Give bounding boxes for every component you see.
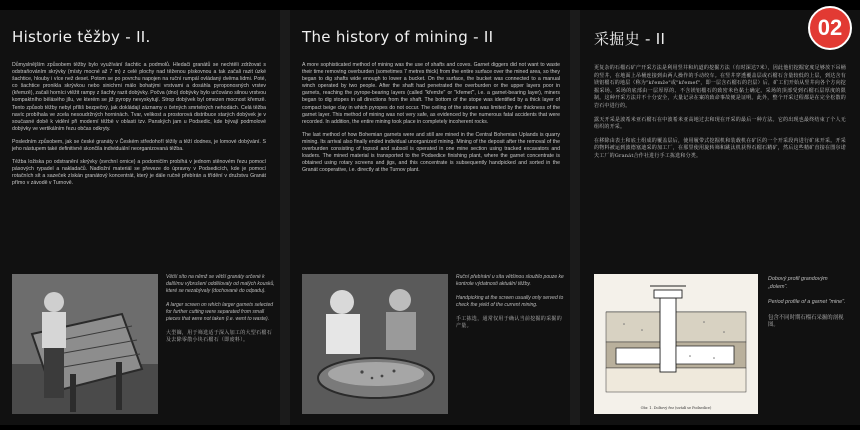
diagram-side-caption <box>768 276 846 338</box>
handpicking-photo <box>302 274 448 414</box>
czech-photo-row <box>12 274 275 414</box>
caption-cz-text: Dobový profil grandovým „dolem“. <box>768 276 828 290</box>
czech-paragraph: Posledním způsobem, jak se české granáty v Českém středohoří těžily a těží dodnes, je lomové dobývání. S jeho nástupem také definitivně skončila individuální neorganizovaná těžba. <box>12 138 266 153</box>
handpicking-illustration <box>302 274 448 414</box>
english-column <box>290 10 570 425</box>
caption-zh-text: 大型篩，用于筛选适于深入加工的大型石榴石及去除零散小块石榴石（即废料）。 <box>166 330 273 343</box>
caption-zh-text: 手工拣选，通常仅用于确认当前挖掘的采掘的产量。 <box>456 316 563 329</box>
caption-cz-text: Ruční přebírání u síta většinou sloužilo pouze ke kontrole výdatnosti aktuální těžby. <box>456 274 564 287</box>
chinese-column <box>580 10 860 425</box>
czech-paragraph: Těžba ložiska po odstranění skrývky (svrchní ornice) a podorničím probíhá v jednom stěnovém řezu pomocí pásových rypadel a nakladačů. Nadložní materiál se převeze do úpravny v Podsedicích, kde je pomocí rotačních sít a sazeček získán granátový koncentrát, který je dále ručně přebírán a třídění v družstvu Granát přímo v závodě v Turnově. <box>12 159 266 187</box>
page-number-badge: 02 <box>808 6 852 50</box>
czech-body <box>12 62 266 188</box>
english-photo-row <box>302 274 564 414</box>
caption-en-text: A larger screen on which larger garnets selected for further cutting were separated from small pieces that were not taken (i.e. went to waste). <box>166 302 274 322</box>
english-photo-caption <box>456 274 566 337</box>
chinese-paragraph: 在移除由表土和底土组成的覆盖层后，使用履带式挖掘机和装载机在矿区的一个开采段内进行矿床开采。开采的物料被运到波德塞迪采的加工厂，在那里使用旋转筛和跳汰机获得石榴石精矿，然后这些精矿直接在图尔诺夫工厂的Granát合作社进行手工拣选和分类。 <box>594 137 846 159</box>
sieve-worker-photo <box>12 274 158 414</box>
chinese-paragraph: 露天开采是波希米亚石榴石在中波希米亚高地过去和现在开采的最后一种方法。它的出现也最终结束了个人无组织的开采。 <box>594 116 846 131</box>
english-body <box>302 62 560 174</box>
chinese-paragraph: 更复杂的石榴石矿产开采方法是利用竖井和坑道的挖掘方法（有时深达7米），因此他们挖掘宽度足够放下吊桶的竖井，在地面上吊桶连接到由两人操作的手动绞车。在竖井穿透覆盖层或石榴石含量较低的上层，到达含有镁铝榴石的地层（称为"křemže"或"křemeť"，即一层含石榴石的岩层）后，矿工们开始从竖井向各个方向挖掘采场。采场的底部由一层厚厚的、不含镁铝榴石的致密米色黏土确定。采场的顶部受到石榴石层厚度的限制。这种开采方法并不十分安全，大量记录在案的致命事故便是证明。此外，整个开采过程都是在完全松散的岩石中进行的。 <box>594 65 847 109</box>
czech-column <box>0 10 280 425</box>
mine-profile-diagram <box>594 274 758 414</box>
caption-cz-text: Větší síto na němž se větší granáty určené k dalšímu výbrušení oddělovaly od malých kousků, které se nezabývaly (dochované do odpadu). <box>166 274 275 294</box>
czech-paragraph: Důmyslnějším způsobem těžby bylo využívání šachtic a podmolů. Hledači granátů se nechtěli zdržovat s odstraňováním skrývky (místy mocné až 7 m) z celé plochy nad těženou pískovnou a tak začali razit úzké šachtice, hlouby i více než deset. Potom se po povrchu napojen na ruční rumpál ovládaný dvěma lidmi. Poté, co šachtice pronikla skrývkou nebo sinichrni málo bohatými vrstvami a dosáhla pyroponosných vrstev (křemzě), začali horníci vtěžit rampy z šachty razit dobývky. Počva (dno) dobývky bylo určováno silnou vrstvou kompaktního bělásého jílu, ve kterém se již pyropy nevyskytují. Strop dobývek byl omezen mocnost křemzě. Tento způsob těžby nebyl příliš bezpečný, jak dokládají záznamy o četných smrtelných nehodách. Celá těžba navíc probíhala ve zcela nesoudržných horninách. Tvar, velikost a prostorová distribuce starých dobývek je v současné době k vidění při moderní těžbě v oblasti tzv. Panských jam u Podsedic, kde bývají podmolové dobývky ve vertikálním řezu občas odkryty. <box>12 62 266 132</box>
diagram-caption: Obr. 1. Doltový řez (uvádí se Podsedice) <box>640 406 712 410</box>
chinese-title: 采掘史 - II <box>594 30 666 48</box>
chinese-body <box>594 65 846 161</box>
english-title: The history of mining - II <box>302 28 494 46</box>
czech-photo-caption <box>166 274 276 351</box>
page-fold-divider <box>280 10 290 425</box>
english-paragraph: The last method of how Bohemian garnets were and still are mined in the Central Bohemian Uplands is quarry mining. Its arrival also finally ended individual unorganized mining. Mining of the deposit after the removal of the overburden consisting of topsoil and subsoil is operated in one mine section using tracked excavators and loaders. The mined material is transported to the Podsedice finishing plant, where the garnet concentrate is obtained using rotary screens and jigs, and this concentrate is subsequently handpicked and sorted in the Granát cooperative, i.e. directly at the Turnov plant. <box>302 131 560 174</box>
caption-en-text: Handpicking at the screen usually only served to check the yield of the current mining. <box>456 295 564 308</box>
caption-zh-text: 包含不同时期石榴石采掘的剖视图。 <box>768 314 844 328</box>
czech-title: Historie těžby - II. <box>12 28 151 46</box>
english-paragraph: A more sophisticated method of mining was the use of shafts and coves. Garnet diggers did not want to waste their time removing overburden (sometimes 7 metres thick) from the entire surface over the mined area, so they began to dig shafts wide enough to lower a bucket. On the surface, the bucket was connected to a manual winch operated by two people. After the shaft had penetrated the overburden or the upper layers poor in garnets, reaching the pyrope-bearing layers (called "křemže" or "křemeť", i.e. a garnet-bearing layer), miners began to dig stopes in all directions from the shaft. The bottom of the stope was identified by a thick layer of compact beige clay in which pyropes do not occur. The ceiling of the stopes was limited by the thickness of the garnet layer. This method of mining was not very safe, as evidenced by the numerous fatal accidents that were recorded. In addition, the entire mining took place in completely incoherent rocks. <box>302 62 560 125</box>
sieve-worker-illustration <box>12 274 158 414</box>
mine-cross-section-drawing <box>594 274 758 414</box>
caption-en-text: Period profile of a garnet "mine". <box>768 299 846 305</box>
page-fold-divider <box>570 10 580 425</box>
